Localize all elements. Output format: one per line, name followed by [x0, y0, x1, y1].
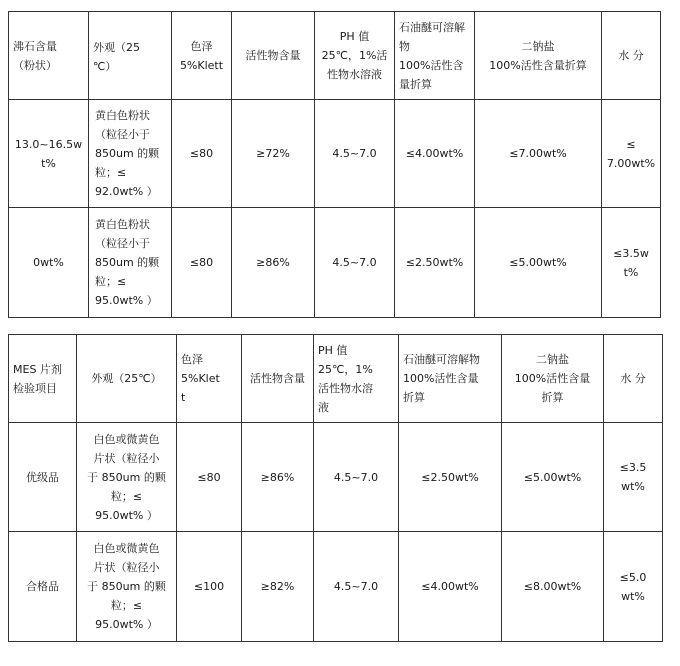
- table1-header-cell: 水 分: [602, 12, 661, 100]
- table2-cell: ≤100: [177, 532, 242, 642]
- table2-header-cell: 活性物含量: [242, 335, 314, 423]
- table1-header-cell: 二钠盐 100%活性含量折算: [475, 12, 602, 100]
- table2-cell: 合格品: [9, 532, 77, 642]
- table1-cell: 4.5~7.0: [315, 100, 395, 208]
- table2-header-cell: PH 值 25℃，1% 活性物水溶 液: [314, 335, 399, 423]
- table1-cell: ≤ 7.00wt%: [602, 100, 661, 208]
- table1-cell: ≤80: [172, 208, 232, 318]
- table1-header-cell: 沸石含量 （粉状）: [9, 12, 89, 100]
- table2-cell: 4.5~7.0: [314, 532, 399, 642]
- table2-cell: ≥86%: [242, 423, 314, 532]
- table-row: [9, 532, 663, 642]
- table-row: [9, 100, 661, 208]
- table1-cell: ≤4.00wt%: [395, 100, 475, 208]
- mes-tablet-spec-table: [8, 334, 663, 642]
- table2-header-cell: 石油醚可溶解物 100%活性含量 折算: [399, 335, 502, 423]
- table1-header-cell: 色泽 5%Klett: [172, 12, 232, 100]
- table1-header-cell: 活性物含量: [232, 12, 315, 100]
- table1-header-cell: 外观（25 ℃）: [89, 12, 172, 100]
- zeolite-spec-table: [8, 11, 661, 318]
- table2-header-row: [9, 335, 663, 423]
- table2-cell: ≤80: [177, 423, 242, 532]
- table1-cell: ≤80: [172, 100, 232, 208]
- table2-header-cell: 二钠盐 100%活性含量 折算: [502, 335, 604, 423]
- table2-header-cell: 外观（25℃）: [77, 335, 177, 423]
- table1-cell: 4.5~7.0: [315, 208, 395, 318]
- table1-header-row: [9, 12, 661, 100]
- table2-cell: 优级品: [9, 423, 77, 532]
- table2-cell: ≤2.50wt%: [399, 423, 502, 532]
- table-row: [9, 208, 661, 318]
- table2-cell: 白色或微黄色 片状（粒径小 于 850um 的颗 粒；≤ 95.0wt% ）: [77, 532, 177, 642]
- table2-cell: ≥82%: [242, 532, 314, 642]
- table1-cell: 0wt%: [9, 208, 89, 318]
- table-row: [9, 423, 663, 532]
- table1-cell: 13.0~16.5w t%: [9, 100, 89, 208]
- table1-cell: 黄白色粉状 （粒径小于 850um 的颗 粒；≤ 95.0wt% ）: [89, 208, 172, 318]
- table2-header-cell: 水 分: [604, 335, 663, 423]
- table2-cell: ≤5.0 wt%: [604, 532, 663, 642]
- table1-cell: ≤5.00wt%: [475, 208, 602, 318]
- table1-cell: 黄白色粉状 （粒径小于 850um 的颗 粒；≤ 92.0wt% ）: [89, 100, 172, 208]
- table1-header-cell: PH 值 25℃，1%活 性物水溶液: [315, 12, 395, 100]
- table1-cell: ≤2.50wt%: [395, 208, 475, 318]
- table2-cell: ≤5.00wt%: [502, 423, 604, 532]
- table2-cell: ≤8.00wt%: [502, 532, 604, 642]
- table2-cell: ≤3.5 wt%: [604, 423, 663, 532]
- table1-cell: ≥86%: [232, 208, 315, 318]
- table2-cell: 白色或微黄色 片状（粒径小 于 850um 的颗 粒；≤ 95.0wt% ）: [77, 423, 177, 532]
- table2-cell: 4.5~7.0: [314, 423, 399, 532]
- table1-cell: ≥72%: [232, 100, 315, 208]
- table1-cell: ≤3.5wt%: [602, 208, 661, 318]
- table2-cell: ≤4.00wt%: [399, 532, 502, 642]
- table2-header-cell: 色泽 5%Klet t: [177, 335, 242, 423]
- table1-header-cell: 石油醚可溶解 物 100%活性含 量折算: [395, 12, 475, 100]
- table2-header-cell: MES 片剂 检验项目: [9, 335, 77, 423]
- table1-cell: ≤7.00wt%: [475, 100, 602, 208]
